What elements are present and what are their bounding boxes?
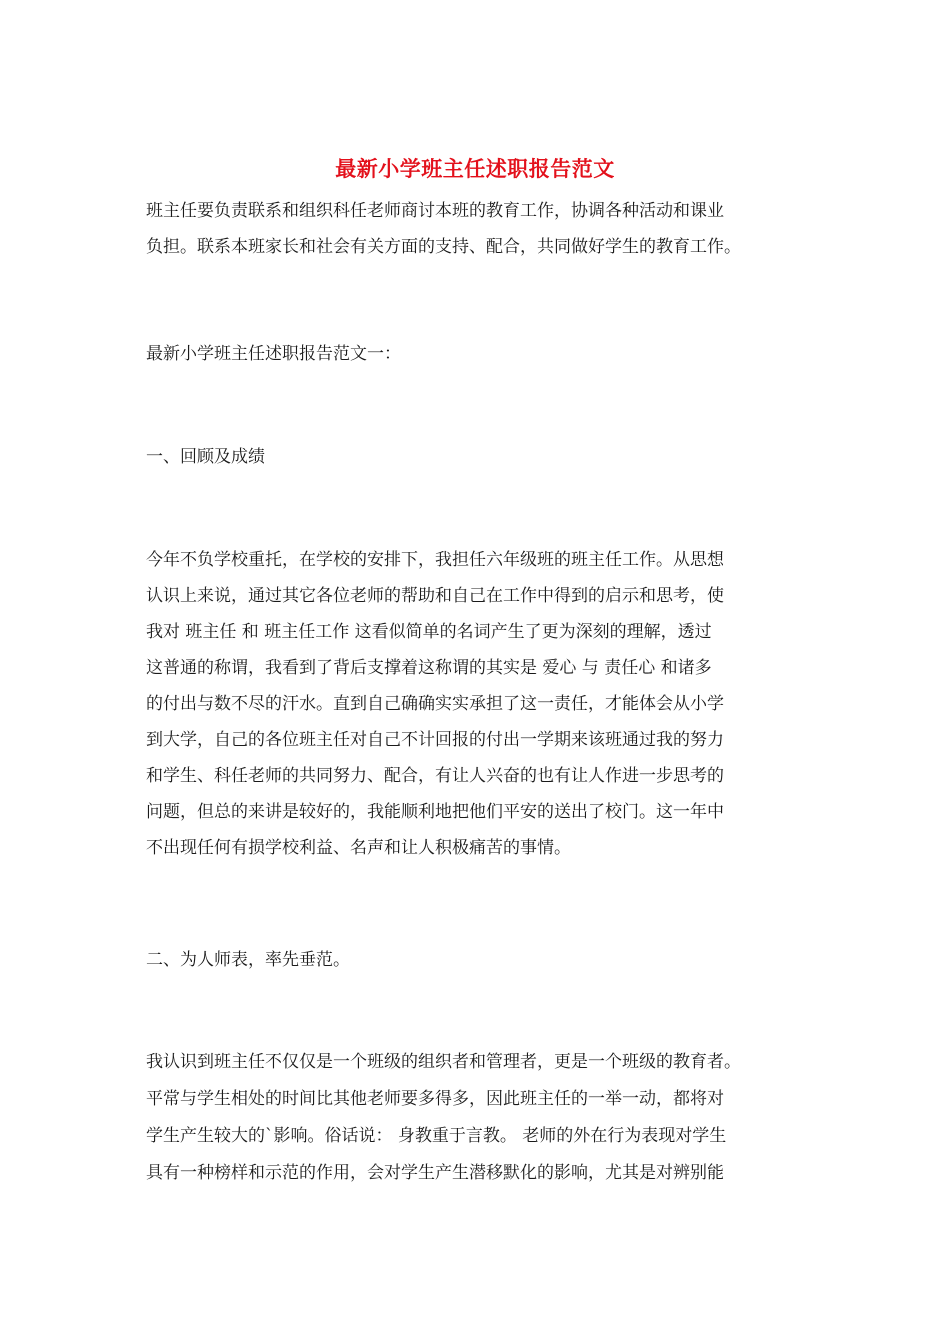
intro-line-2: 负担。联系本班家长和社会有关方面的支持、配合，共同做好学生的教育工作。 bbox=[146, 237, 741, 257]
section-1-line-5: 的付出与数不尽的汗水。直到自己确确实实承担了这一责任，才能体会从小学 bbox=[146, 694, 724, 714]
intro-line-1: 班主任要负责联系和组织科任老师商讨本班的教育工作，协调各种活动和课业 bbox=[146, 201, 724, 221]
section-2-line-1: 我认识到班主任不仅仅是一个班级的组织者和管理者，更是一个班级的教育者。 bbox=[146, 1052, 741, 1072]
section-2-line-3: 学生产生较大的`影响。俗话说： 身教重于言教。 老师的外在行为表现对学生 bbox=[146, 1126, 727, 1146]
section-2-heading: 二、为人师表，率先垂范。 bbox=[146, 950, 350, 970]
section-1-line-2: 认识上来说，通过其它各位老师的帮助和自己在工作中得到的启示和思考，使 bbox=[146, 586, 724, 606]
section-2-line-2: 平常与学生相处的时间比其他老师要多得多，因此班主任的一举一动，都将对 bbox=[146, 1089, 724, 1109]
section-1-line-6: 到大学，自己的各位班主任对自己不计回报的付出一学期来该班通过我的努力 bbox=[146, 730, 724, 750]
document-title: 最新小学班主任述职报告范文 bbox=[335, 156, 615, 181]
section-1-line-9: 不出现任何有损学校利益、名声和让人积极痛苦的事情。 bbox=[146, 838, 571, 858]
section-1-heading: 一、回顾及成绩 bbox=[146, 447, 265, 467]
section-1-line-1: 今年不负学校重托，在学校的安排下，我担任六年级班的班主任工作。从思想 bbox=[146, 550, 724, 570]
section-2-line-4: 具有一种榜样和示范的作用，会对学生产生潜移默化的影响，尤其是对辨别能 bbox=[146, 1163, 724, 1183]
section-1-line-8: 问题，但总的来讲是较好的，我能顺利地把他们平安的送出了校门。这一年中 bbox=[146, 802, 724, 822]
section-1-line-3: 我对 班主任 和 班主任工作 这看似简单的名词产生了更为深刻的理解，透过 bbox=[146, 622, 712, 642]
report-subtitle: 最新小学班主任述职报告范文一： bbox=[146, 344, 401, 364]
section-1-line-4: 这普通的称谓，我看到了背后支撑着这称谓的其实是 爱心 与 责任心 和诸多 bbox=[146, 658, 712, 678]
section-1-line-7: 和学生、科任老师的共同努力、配合，有让人兴奋的也有让人作进一步思考的 bbox=[146, 766, 724, 786]
